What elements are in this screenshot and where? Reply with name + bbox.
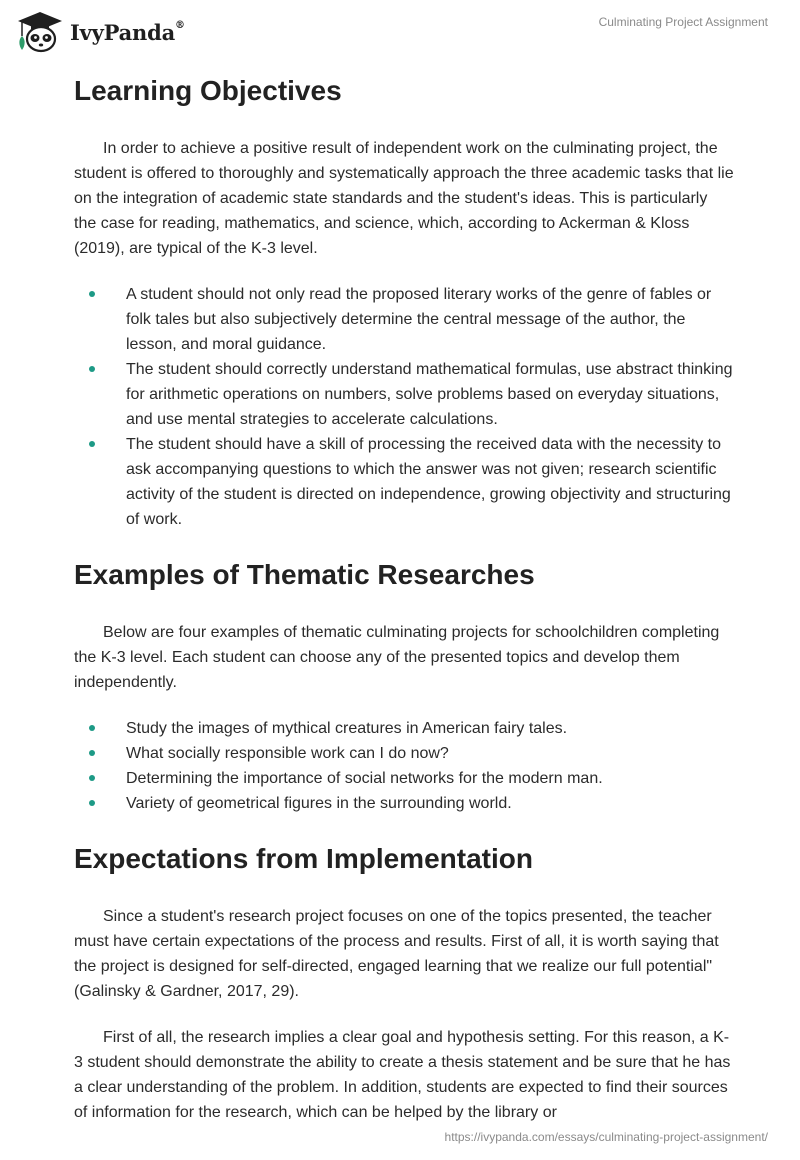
- bullet-icon: [89, 800, 95, 806]
- list-item: The student should have a skill of processing the received data with the necessity to ask accompanying questions to which the answer was not given; research scientific activity of the student is directed on independence, growing objectivity and structuring of work.: [74, 432, 734, 532]
- paragraph: Below are four examples of thematic culminating projects for schoolchildren completing the K-3 level. Each student can choose any of the presented topics and develop them independently.: [74, 624, 720, 691]
- paragraph: First of all, the research implies a clear goal and hypothesis setting. For this reason, a K-3 student should demonstrate the ability to create a thesis statement and be sure that he has a clear understanding of the problem. In addition, students are expected to find their sources of information for the research, which can be helped by the library or: [74, 1029, 731, 1121]
- paragraph: In order to achieve a positive result of independent work on the culminating project, the student is offered to thoroughly and systematically approach the three academic tasks that lie on the integration of academic state standards and the student's ideas. This is particularly the case for reading, mathematics, and science, which, according to Ackerman & Kloss (2019), are typical of the K-3 level.: [74, 140, 734, 257]
- essay-content: [74, 66, 734, 1125]
- list-item: The student should correctly understand mathematical formulas, use abstract thinking for arithmetic operations on numbers, solve problems based on everyday situations, and use mental strategies to accelerate calculations.: [74, 357, 734, 432]
- source-url[interactable]: https://ivypanda.com/essays/culminating-project-assignment/: [444, 1130, 768, 1144]
- objectives-list: [74, 282, 734, 532]
- list-item: Study the images of mythical creatures in American fairy tales.: [74, 716, 734, 741]
- document-title: Culminating Project Assignment: [598, 15, 768, 29]
- bullet-icon: [89, 441, 95, 447]
- paragraph: Since a student's research project focuses on one of the topics presented, the teacher must have certain expectations of the process and results. First of all, it is worth saying that the project is designed for self-directed, engaged learning that we realize our full potential" (Galinsky & Gardner, 2017, 29).: [74, 908, 719, 1000]
- bullet-icon: [89, 750, 95, 756]
- list-item: Variety of geometrical figures in the surrounding world.: [74, 791, 734, 816]
- list-item: Determining the importance of social networks for the modern man.: [74, 766, 734, 791]
- section-heading-examples: Examples of Thematic Researches: [74, 559, 535, 590]
- bullet-icon: [89, 775, 95, 781]
- section-heading-learning-objectives: Learning Objectives: [74, 75, 342, 106]
- list-item: A student should not only read the proposed literary works of the genre of fables or folk tales but also subjectively determine the central message of the author, the lesson, and moral guidance.: [74, 282, 734, 357]
- bullet-icon: [89, 291, 95, 297]
- list-item: What socially responsible work can I do now?: [74, 741, 734, 766]
- site-logo[interactable]: [16, 10, 185, 54]
- examples-list: [74, 716, 734, 816]
- bullet-icon: [89, 366, 95, 372]
- section-heading-expectations: Expectations from Implementation: [74, 843, 533, 874]
- logo-wordmark: IvyPanda®: [70, 19, 185, 45]
- panda-graduate-icon: [16, 10, 64, 54]
- bullet-icon: [89, 725, 95, 731]
